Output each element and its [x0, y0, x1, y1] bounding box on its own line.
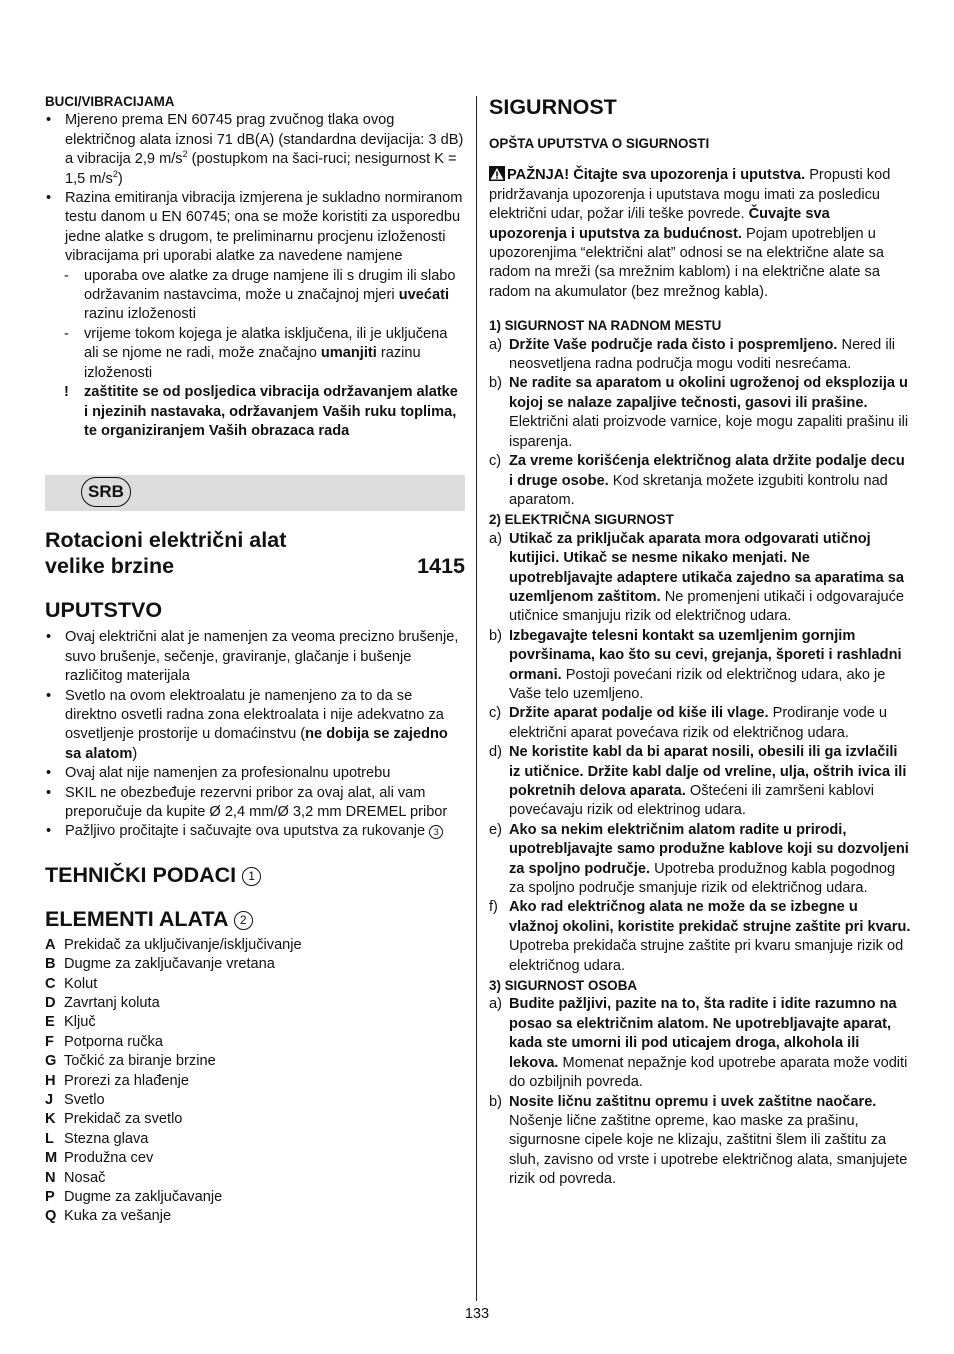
safety-item-letter: a)	[489, 530, 502, 547]
safety-item-letter: f)	[489, 899, 498, 916]
uputstvo-heading: UPUTSTVO	[45, 598, 163, 623]
element-letter: Q	[45, 1208, 57, 1225]
element-label: Dugme za zaključavanje	[64, 1189, 223, 1206]
element-item	[45, 1207, 465, 1226]
safety-item-rule: Ako sa nekim električnim alatom radite u prirodi, upotrebljavajte samo produžne kablove koji su dozvoljeni za spoljno područje.	[509, 821, 909, 877]
warning-paragraph: PAŽNJA! Čitajte sva upozorenja i uputstva. Propusti kod pridržavanja upozorenja i uputstava mogu imati za posledicu električni udar, požar i/ili teške povrede. Čuvajte sva upozorenja i uputstva za budućnost. Pojam upotrebljen u upozorenjima “električni alat” odnosi se na električne alate sa radom na mreži (sa mrežnim kablom) i na električne alate sa radom na akumulator (bez mrežnog kabla).	[489, 167, 891, 300]
element-label: Produžna cev	[64, 1150, 154, 1167]
product-title: Rotacioni električni alat velike brzine 1415	[45, 528, 465, 579]
right-column	[489, 92, 911, 1190]
element-label: Ključ	[64, 1014, 96, 1031]
safety-item-letter: b)	[489, 375, 502, 392]
element-item	[45, 955, 465, 974]
safety-item-letter: c)	[489, 453, 502, 470]
element-item	[45, 1130, 465, 1149]
safety-item	[489, 743, 911, 821]
safety-item-rule: Ne koristite kabl da bi aparat nosili, obesili ili ga izvlačili iz utičnice. Držite kabl dalje od vreline, ulja, oštrih ivica ili pokretnih delova aparata.	[509, 744, 907, 799]
safety-item	[489, 530, 911, 627]
safety-item-rule: Izbegavajte telesni kontakt sa uzemljenim gornjim površinama, kao što su cevi, grejanja, šporeti i rashladni ormani.	[509, 627, 902, 683]
safety-item-letter: b)	[489, 627, 502, 644]
element-item	[45, 975, 465, 994]
element-letter: P	[45, 1189, 55, 1206]
noise-dash-1: - uporaba ove alatke za druge namjene ili s drugim ili slabo održavanim nastavcima, može u značajnoj mjeri uvećati razinu izloženosti	[45, 267, 465, 325]
section-3-list	[489, 995, 911, 1189]
safety-item-rule: Nosite ličnu zaštitnu opremu i uvek zaštitne naočare.	[509, 1093, 877, 1110]
element-label: Prekidač za svetlo	[64, 1111, 183, 1128]
element-letter: J	[45, 1092, 54, 1109]
element-label: Nosač	[64, 1169, 106, 1186]
element-item	[45, 1013, 465, 1032]
element-label: Potporna ručka	[64, 1033, 163, 1050]
safety-item	[489, 452, 911, 510]
usage-bullet-5: • Pažljivo pročitajte i sačuvajte ova uputstva za rukovanje 3	[45, 822, 465, 841]
model-number: 1415	[417, 554, 465, 579]
safety-item-letter: c)	[489, 705, 502, 722]
safety-item-text: Postoji povećani rizik od električnog udara, ako je Vaše telo uzemljeno.	[509, 666, 886, 702]
left-column	[45, 92, 465, 1227]
safety-item-text: Električni alati proizvode varnice, koje mogu zapaliti prašinu ili isparenja.	[509, 414, 909, 450]
figure-ref-1: 1	[242, 867, 261, 886]
element-letter: E	[45, 1014, 55, 1031]
element-letter: M	[45, 1150, 58, 1167]
safety-item-rule: Ne radite sa aparatom u okolini ugroženoj od eksplozija u kojoj se nalaze zapaljive tečnosti, gasovi ili prašine.	[509, 375, 908, 411]
element-item	[45, 1188, 465, 1207]
section-1-list	[489, 336, 911, 511]
element-letter: B	[45, 956, 56, 973]
safety-item	[489, 1093, 911, 1190]
element-letter: G	[45, 1053, 57, 1070]
language-badge: SRB	[81, 477, 131, 507]
noise-heading: BUCI/VIBRACIJAMA	[45, 94, 175, 109]
safety-item-text: Oštećeni ili zamršeni kablovi povećavaju rizik od elektrinog udara.	[509, 783, 874, 819]
element-item	[45, 1091, 465, 1110]
element-letter: H	[45, 1072, 56, 1089]
element-label: Prorezi za hlađenje	[64, 1072, 189, 1089]
element-label: Zavrtanj koluta	[64, 995, 160, 1011]
element-item	[45, 936, 465, 955]
element-label: Prekidač za uključivanje/isključivanje	[64, 936, 302, 953]
section-2-heading: 2) ELEKTRIČNA SIGURNOST	[489, 512, 674, 528]
safety-item-text: Nošenje lične zaštitne opreme, kao maske za prašinu, sigurnosne cipele koje ne klizaju, zaštitni šlem ili zaštitu za sluh, zavisno od vrste i upotrebe električnog alata, smanjujete rizik od povreda.	[509, 1112, 908, 1188]
safety-item-text: Upotreba produžnog kabla pogodnog za spoljno područje smanjuje rizik od električnog udara.	[509, 860, 896, 897]
element-letter: L	[45, 1130, 54, 1147]
elements-list	[45, 936, 465, 1227]
safety-item-letter: b)	[489, 1093, 502, 1110]
safety-item-letter: a)	[489, 336, 502, 353]
element-item	[45, 1072, 465, 1091]
element-item	[45, 1110, 465, 1129]
element-letter: F	[45, 1033, 54, 1050]
element-item	[45, 1169, 465, 1188]
elements-heading: ELEMENTI ALATA 2	[45, 906, 465, 932]
column-divider	[476, 96, 477, 1301]
noise-bullet-1: • Mjereno prema EN 60745 prag zvučnog tlaka ovog električnog alata iznosi 71 dB(A) (standardna devijacija: 3 dB) a vibracija 2,9 $m/s^2$ (postupkom na šaci-ruci; nesigurnost K = 1,5 $m/s^2$)	[45, 111, 465, 189]
section-2-list	[489, 530, 911, 976]
safety-item	[489, 336, 911, 375]
element-item	[45, 1052, 465, 1071]
noise-bullet-2: • Razina emitiranja vibracija izmjerena je sukladno normiranom testu danom u EN 60745; ona se može koristiti za usporedbu jedne alatke s drugom, te preliminarnu procjenu izloženosti vibracijama pri uporabi alatke za navedene namjene	[45, 189, 465, 267]
element-item	[45, 994, 465, 1013]
element-label: Kolut	[64, 975, 98, 992]
safety-item-rule: Budite pažljivi, pazite na to, šta radite i idite razumno na posao sa električnim alatom. Ne upotrebljavajte aparat, kada ste umorni ili pod uticajem droga, alkohola ili lekova.	[509, 996, 897, 1071]
figure-ref-3: 3	[429, 825, 443, 839]
page-number: 133	[464, 1306, 490, 1322]
safety-item-text: Prodiranje vode u električni aparat povećava rizik od električnog udara.	[509, 705, 887, 741]
safety-item	[489, 627, 911, 705]
element-label: Točkić za biranje brzine	[64, 1053, 216, 1070]
tech-data-heading: TEHNIČKI PODACI 1	[45, 862, 465, 888]
element-label: Svetlo	[64, 1092, 105, 1109]
safety-item-letter: e)	[489, 821, 502, 838]
safety-item-rule: Držite Vaše područje rada čisto i pospremljeno.	[509, 336, 838, 353]
section-3-heading: 3) SIGURNOST OSOBA	[489, 978, 638, 994]
element-item	[45, 1033, 465, 1052]
safety-item-letter: d)	[489, 744, 502, 761]
safety-item-rule: Držite aparat podalje od kiše ili vlage.	[509, 705, 769, 722]
safety-item-rule: Za vreme korišćenja električnog alata držite podalje decu i druge osobe.	[509, 453, 905, 489]
element-label: Stezna glava	[64, 1130, 149, 1147]
element-letter: K	[45, 1111, 56, 1128]
element-label: Dugme za zaključavanje vretana	[64, 956, 275, 973]
safety-item	[489, 898, 911, 976]
noise-warning: ! zaštitite se od posljedica vibracija održavanjem alatke i njezinih nastavaka, održavanjem Vaših ruku toplima, te organiziranjem Vaših obrazaca rada	[45, 383, 465, 441]
element-label: Kuka za vešanje	[64, 1208, 172, 1225]
safety-item-rule: Ako rad električnog alata ne može da se izbegne u vlažnoj okolini, koristite prekidač strujne zaštite pri kvaru.	[509, 899, 911, 935]
safety-item	[489, 704, 911, 743]
sigurnost-heading: SIGURNOST	[489, 95, 617, 119]
usage-bullet-1: • Ovaj električni alat je namenjen za veoma precizno brušenje, suvo brušenje, sečenje, graviranje, glačanje i bušenje različitog materijala	[45, 628, 465, 686]
safety-item-text: Kod skretanja možete izgubiti kontrolu nad aparatom.	[509, 472, 888, 508]
usage-bullet-4: • SKIL ne obezbeđuje rezervni pribor za ovaj alat, ali vam preporučuje da kupite Ø 2,4 mm/Ø 3,2 mm DREMEL pribor	[45, 784, 465, 823]
element-letter: D	[45, 995, 56, 1011]
safety-item-text: Ne promenjeni utikači i odgovarajuće utičnice smanjuju rizik od električnog udara.	[509, 588, 905, 625]
usage-bullet-2: • Svetlo na ovom elektroalatu je namenjeno za to da se direktno osvetli radna zona elektroalata i nije adekvatno za osvetljenje prostorije u domaćinstvu (ne dobija se zajedno sa alatom)	[45, 687, 465, 765]
safety-item-rule: Utikač za priključak aparata mora odgovarati utičnoj kutijici. Utikač se nesme nikako menjati. Ne upotrebljavajte adaptere utikača zajedno sa aparatima sa uzemljenom zaštitom.	[509, 530, 905, 605]
safety-item-letter: a)	[489, 996, 502, 1013]
section-1-heading: 1) SIGURNOST NA RADNOM MESTU	[489, 318, 722, 334]
element-letter: C	[45, 975, 56, 992]
noise-dash-2: - vrijeme tokom kojega je alatka isključena, ili je uključena ali se njome ne radi, može značajno umanjiti razinu izloženosti	[45, 325, 465, 383]
general-safety-heading: OPŠTA UPUTSTVA O SIGURNOSTI	[489, 136, 710, 151]
warning-triangle-icon	[489, 166, 505, 181]
element-letter: A	[45, 936, 56, 953]
safety-item	[489, 995, 911, 1092]
language-bar	[45, 475, 465, 511]
safety-item-text: Nered ili neosvetljena radna područja mogu voditi nesrećama.	[509, 336, 896, 373]
safety-item-text: Momenat nepažnje kod upotrebe aparata može voditi do ozbiljnih povreda.	[509, 1054, 908, 1091]
element-letter: N	[45, 1169, 56, 1186]
safety-item	[489, 374, 911, 452]
safety-item	[489, 821, 911, 899]
element-item	[45, 1149, 465, 1168]
safety-item-text: Upotreba prekidača strujne zaštite pri kvaru smanjuje rizik od električnog udara.	[509, 938, 904, 974]
usage-bullet-3: • Ovaj alat nije namenjen za profesionalnu upotrebu	[45, 764, 465, 783]
figure-ref-2: 2	[234, 911, 253, 930]
